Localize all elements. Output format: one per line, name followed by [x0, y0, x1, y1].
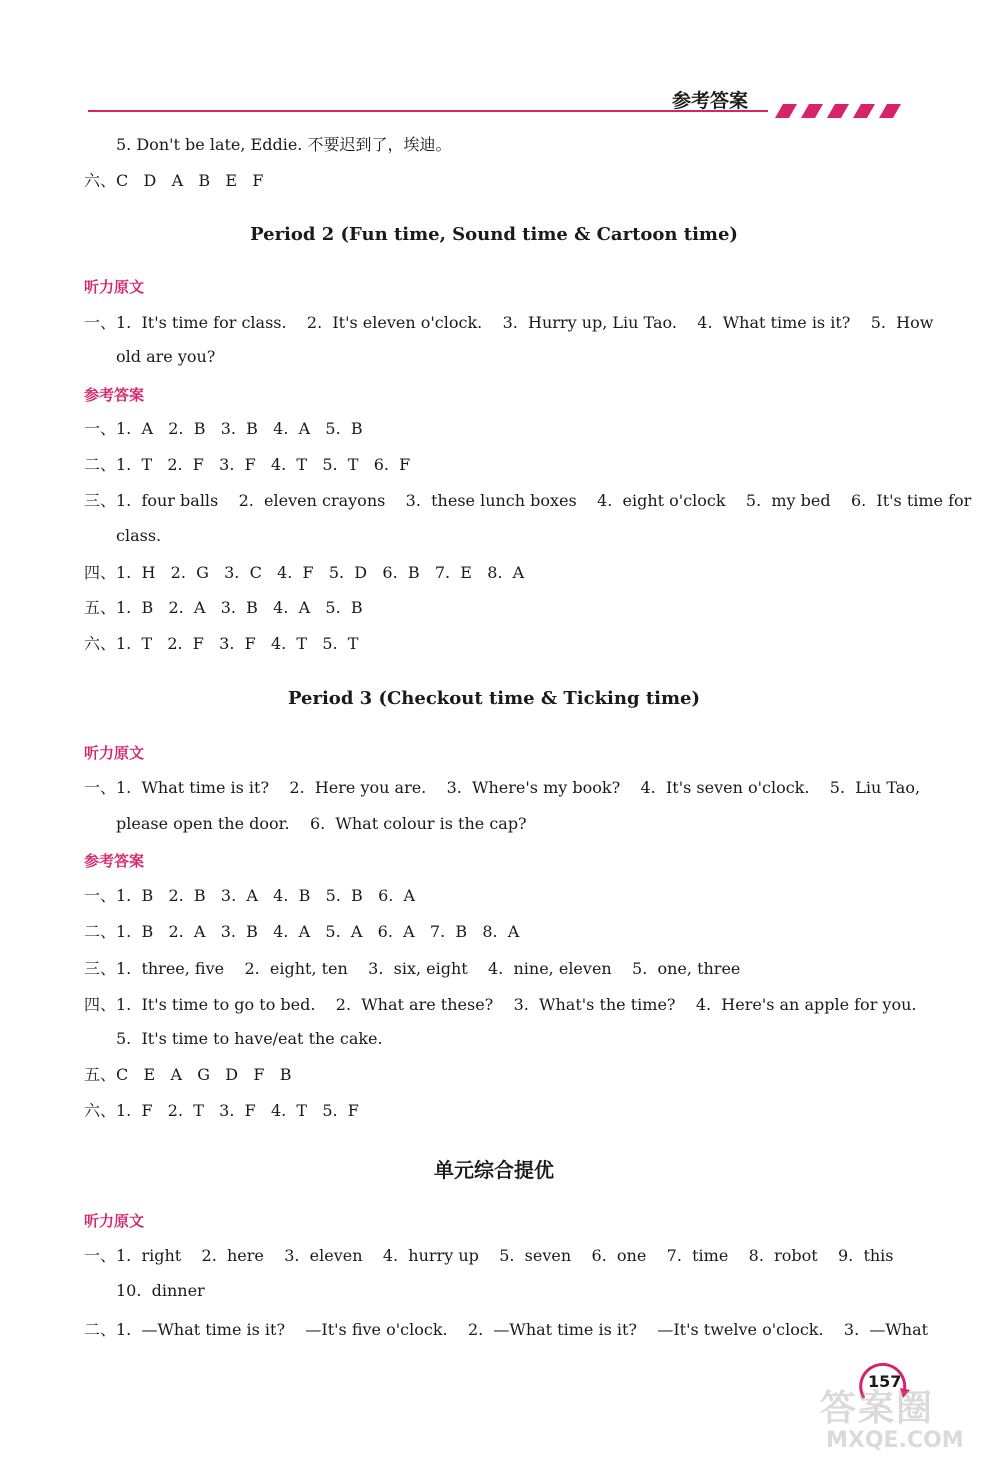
answer-line: 二、1. B 2. A 3. B 4. A 5. A 6. A 7. B 8. A [84, 922, 520, 941]
listening-script-label: 听力原文 [84, 1212, 145, 1230]
answer-line: 四、1. It's time to go to bed. 2. What are these? 3. What's the time? 4. Here's an apple for you. [84, 995, 917, 1014]
page-header [0, 0, 1000, 130]
answer-line: 5. It's time to have/eat the cake. [116, 1029, 383, 1048]
answer-line: 一、1. What time is it? 2. Here you are. 3. Where's my book? 4. It's seven o'clock. 5. Liu Tao, [84, 778, 921, 797]
answer-line: 一、1. B 2. B 3. A 4. B 5. B 6. A [84, 886, 416, 905]
page-number: 157 [868, 1372, 902, 1391]
header-title: 参考答案 [672, 90, 749, 112]
answer-line: 二、1. —What time is it? —It's five o'clock. 2. —What time is it? —It's twelve o'clock. 3. —What [84, 1320, 929, 1339]
header-stripes-decoration [775, 100, 905, 118]
header-rule [88, 110, 768, 112]
answer-line: please open the door. 6. What colour is the cap? [116, 814, 527, 833]
listening-script-label: 听力原文 [84, 278, 145, 296]
answer-line: 5. Don't be late, Eddie. 不要迟到了，埃迪。 [116, 135, 452, 154]
answer-line: 六、C D A B E F [84, 171, 264, 190]
answer-key-label: 参考答案 [84, 386, 145, 404]
answer-line: 三、1. three, five 2. eight, ten 3. six, eight 4. nine, eleven 5. one, three [84, 959, 741, 978]
answer-line: 一、1. right 2. here 3. eleven 4. hurry up 5. seven 6. one 7. time 8. robot 9. this [84, 1246, 894, 1265]
period-3-title: Period 3 (Checkout time & Ticking time) [287, 688, 700, 709]
answer-key-label: 参考答案 [84, 852, 145, 870]
answer-line: 二、1. T 2. F 3. F 4. T 5. T 6. F [84, 455, 411, 474]
answer-line: 一、1. A 2. B 3. B 4. A 5. B [84, 419, 363, 438]
answer-line: 一、1. It's time for class. 2. It's eleven o'clock. 3. Hurry up, Liu Tao. 4. What time is it? 5. How [84, 313, 934, 332]
answer-line: 五、C E A G D F B [84, 1065, 292, 1084]
answer-line: old are you? [116, 347, 216, 366]
period-2-title: Period 2 (Fun time, Sound time & Cartoon time) [250, 224, 738, 245]
answer-line: 四、1. H 2. G 3. C 4. F 5. D 6. B 7. E 8. A [84, 563, 525, 582]
answer-line: 10. dinner [116, 1281, 205, 1300]
unit-review-title: 单元综合提优 [434, 1158, 554, 1182]
listening-script-label: 听力原文 [84, 744, 145, 762]
answer-line: 六、1. F 2. T 3. F 4. T 5. F [84, 1101, 359, 1120]
watermark-url: MXQE.COM [826, 1428, 964, 1453]
answer-line: 三、1. four balls 2. eleven crayons 3. these lunch boxes 4. eight o'clock 5. my bed 6. It's time for [84, 491, 972, 510]
watermark-logo: 答案圈 [820, 1388, 935, 1429]
answer-line: 五、1. B 2. A 3. B 4. A 5. B [84, 598, 363, 617]
answer-line: 六、1. T 2. F 3. F 4. T 5. T [84, 634, 359, 653]
answer-line: class. [116, 526, 162, 545]
